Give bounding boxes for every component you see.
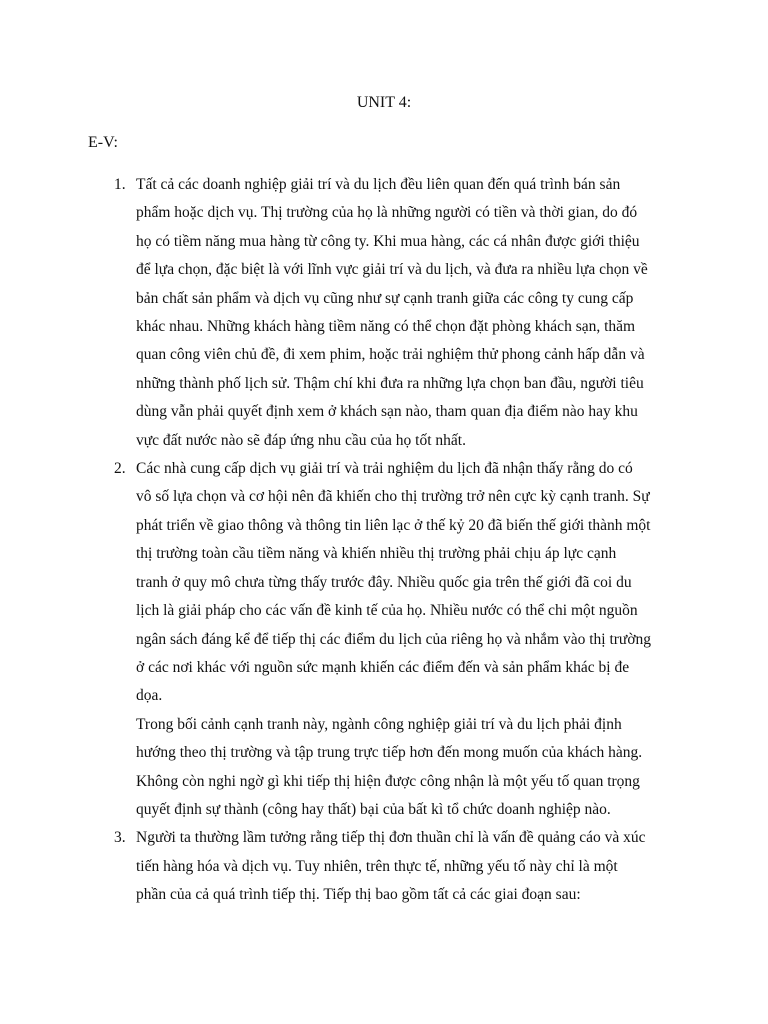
paragraph-line: tiến hàng hóa và dịch vụ. Tuy nhiên, trên thực tế, những yếu tố này chỉ là một — [136, 857, 618, 875]
list-item-number: 3. — [114, 829, 126, 847]
list-item — [114, 455, 684, 824]
paragraph-line: vô số lựa chọn và cơ hội nên đã khiến cho thị trường trở nên cực kỳ cạnh tranh. Sự — [136, 488, 650, 506]
list-item-number: 2. — [114, 460, 126, 478]
paragraph-line: Các nhà cung cấp dịch vụ giải trí và trải nghiệm du lịch đã nhận thấy rằng do có — [136, 460, 633, 478]
paragraph-line: hướng theo thị trường và tập trung trực tiếp hơn đến mong muốn của khách hàng. — [136, 744, 643, 762]
paragraph-line: Không còn nghi ngờ gì khi tiếp thị hiện được công nhận là một yếu tố quan trọng — [136, 772, 640, 790]
paragraph-line: thị trường toàn cầu tiềm năng và khiến nhiều thị trường phải chịu áp lực cạnh — [136, 545, 617, 563]
paragraph-line: những thành phố lịch sử. Thậm chí khi đưa ra những lựa chọn ban đầu, người tiêu — [136, 374, 644, 392]
paragraph-line: quan công viên chủ đề, đi xem phim, hoặc trải nghiệm thử phong cảnh hấp dẫn và — [136, 346, 645, 364]
paragraph-line: khác nhau. Những khách hàng tiềm năng có thể chọn đặt phòng khách sạn, thăm — [136, 318, 636, 336]
list-item — [114, 171, 684, 455]
paragraph-line: Người ta thường lầm tưởng rằng tiếp thị đơn thuần chỉ là vấn đề quảng cáo và xúc — [136, 829, 646, 847]
paragraph-line: để lựa chọn, đặc biệt là với lĩnh vực giải trí và du lịch, và đưa ra nhiều lựa chọn về — [136, 261, 648, 279]
paragraph-line: Trong bối cảnh cạnh tranh này, ngành công nghiệp giải trí và du lịch phải định — [136, 715, 622, 733]
paragraph-line: ngân sách đáng kể để tiếp thị các điểm du lịch của riêng họ và nhắm vào thị trường — [136, 630, 652, 648]
paragraph-line: phát triển về giao thông và thông tin liên lạc ở thế kỷ 20 đã biến thế giới thành một — [136, 516, 651, 534]
paragraph-line: quyết định sự thành (công hay thất) bại của bất kì tổ chức doanh nghiệp nào. — [136, 800, 611, 818]
paragraph-line: Tất cả các doanh nghiệp giải trí và du lịch đều liên quan đến quá trình bán sản — [136, 176, 621, 193]
paragraph-line: vực đất nước nào sẽ đáp ứng nhu cầu của họ tốt nhất. — [136, 431, 466, 449]
paragraph-line: lịch là giải pháp cho các vấn đề kinh tế của họ. Nhiều nước có thể chi một nguồn — [136, 602, 638, 620]
numbered-list — [0, 171, 768, 910]
paragraph-line: phẩm hoặc dịch vụ. Thị trường của họ là những người có tiền và thời gian, do đó — [136, 204, 638, 222]
paragraph-line: phần của cả quá trình tiếp thị. Tiếp thị bao gồm tất cả các giai đoạn sau: — [136, 886, 581, 904]
paragraph-line: họ có tiềm năng mua hàng từ công ty. Khi mua hàng, các cá nhân được giới thiệu — [136, 232, 640, 250]
list-item — [114, 824, 684, 909]
section-heading: E-V: — [88, 134, 118, 151]
paragraph-line: bản chất sản phẩm và dịch vụ cũng như sự cạnh tranh giữa các công ty cung cấp — [136, 289, 634, 307]
paragraph-line: ở các nơi khác với nguồn sức mạnh khiến các điểm đến và sản phẩm khác bị đe — [136, 658, 630, 676]
paragraph-line: tranh ở quy mô chưa từng thấy trước đây. Nhiều quốc gia trên thế giới đã coi du — [136, 573, 632, 591]
paragraph-line: dùng vẫn phải quyết định xem ở khách sạn nào, tham quan địa điểm nào hay khu — [136, 403, 638, 421]
list-item-number: 1. — [114, 176, 126, 193]
paragraph-line: dọa. — [136, 687, 163, 705]
unit-title: UNIT 4: — [356, 94, 412, 111]
